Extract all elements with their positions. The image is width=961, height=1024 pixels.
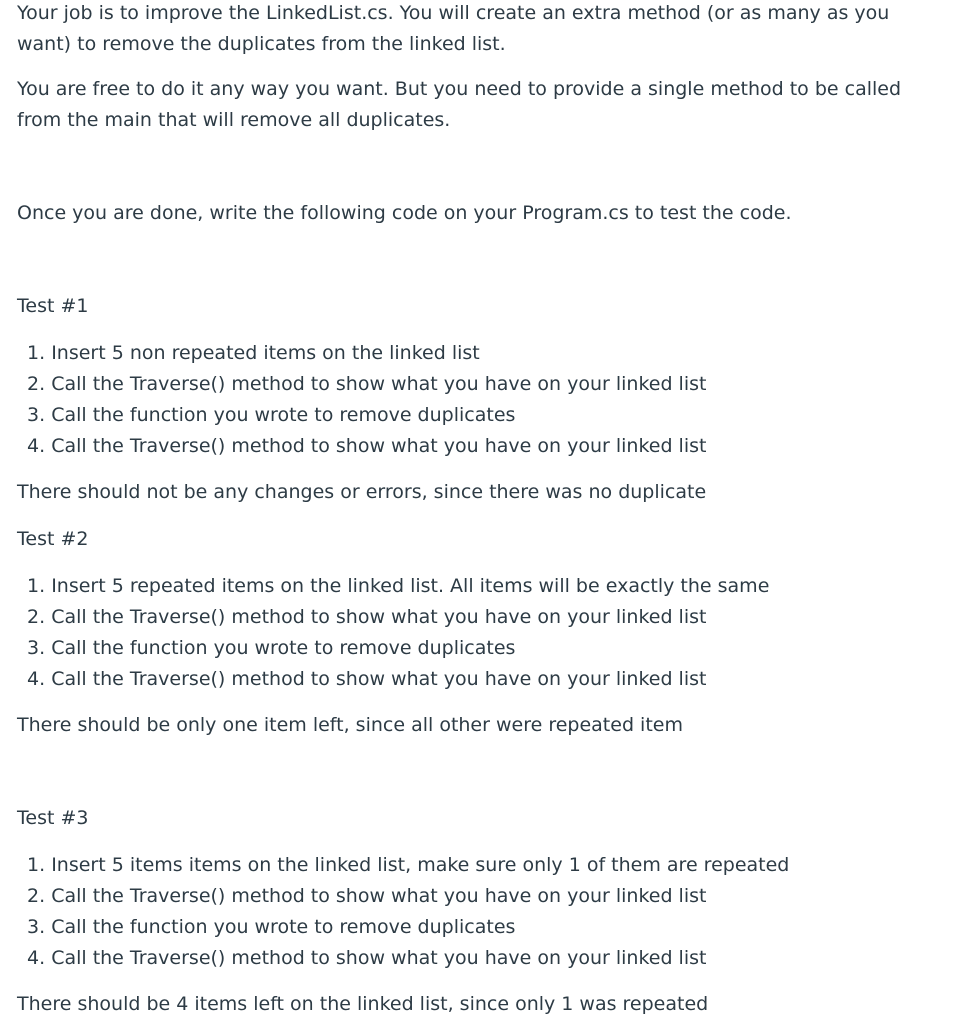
- test-2-steps: [27, 571, 769, 695]
- test-3-steps: [27, 850, 789, 974]
- step-number: 1.: [27, 342, 46, 364]
- step-text: Call the Traverse() method to show what you have on your linked list: [51, 947, 707, 969]
- intro-paragraph-1: Your job is to improve the LinkedList.cs. You will create an extra method (or as many as you want) to remove the duplicates from the linked list.: [17, 2, 890, 55]
- step-text: Call the Traverse() method to show what you have on your linked list: [51, 435, 707, 457]
- step-number: 3.: [27, 637, 46, 659]
- list-item: [27, 338, 706, 369]
- step-text: Call the Traverse() method to show what you have on your linked list: [51, 606, 707, 628]
- test-1-steps: [27, 338, 706, 462]
- list-item: [27, 431, 706, 462]
- step-text: Call the function you wrote to remove duplicates: [51, 404, 516, 426]
- step-number: 4.: [27, 435, 46, 457]
- step-text: Call the Traverse() method to show what you have on your linked list: [51, 885, 707, 907]
- list-item: [27, 602, 769, 633]
- step-number: 4.: [27, 947, 46, 969]
- test-1-expectation: There should not be any changes or errors, since there was no duplicate: [17, 481, 707, 503]
- step-number: 2.: [27, 885, 46, 907]
- test-2-heading: Test #2: [17, 528, 89, 550]
- step-number: 4.: [27, 668, 46, 690]
- step-text: Insert 5 items items on the linked list, make sure only 1 of them are repeated: [51, 854, 790, 876]
- step-number: 1.: [27, 575, 46, 597]
- list-item: [27, 881, 789, 912]
- step-number: 3.: [27, 916, 46, 938]
- test-3-heading: Test #3: [17, 807, 89, 829]
- intro-paragraph-2: You are free to do it any way you want. But you need to provide a single method to be called from the main that will remove all duplicates.: [17, 78, 902, 131]
- intro-paragraph-3: Once you are done, write the following code on your Program.cs to test the code.: [17, 202, 792, 224]
- step-number: 2.: [27, 373, 46, 395]
- list-item: [27, 850, 789, 881]
- list-item: [27, 664, 769, 695]
- step-number: 2.: [27, 606, 46, 628]
- step-text: Insert 5 non repeated items on the linked list: [51, 342, 480, 364]
- list-item: [27, 369, 706, 400]
- list-item: [27, 943, 789, 974]
- list-item: [27, 400, 706, 431]
- list-item: [27, 633, 769, 664]
- test-2-expectation: There should be only one item left, since all other were repeated item: [17, 714, 683, 736]
- list-item: [27, 912, 789, 943]
- step-number: 1.: [27, 854, 46, 876]
- step-text: Insert 5 repeated items on the linked list. All items will be exactly the same: [51, 575, 770, 597]
- step-text: Call the Traverse() method to show what you have on your linked list: [51, 373, 707, 395]
- step-text: Call the function you wrote to remove duplicates: [51, 637, 516, 659]
- step-text: Call the Traverse() method to show what you have on your linked list: [51, 668, 707, 690]
- step-number: 3.: [27, 404, 46, 426]
- step-text: Call the function you wrote to remove duplicates: [51, 916, 516, 938]
- test-3-expectation: There should be 4 items left on the linked list, since only 1 was repeated: [17, 993, 709, 1015]
- list-item: [27, 571, 769, 602]
- test-1-heading: Test #1: [17, 295, 89, 317]
